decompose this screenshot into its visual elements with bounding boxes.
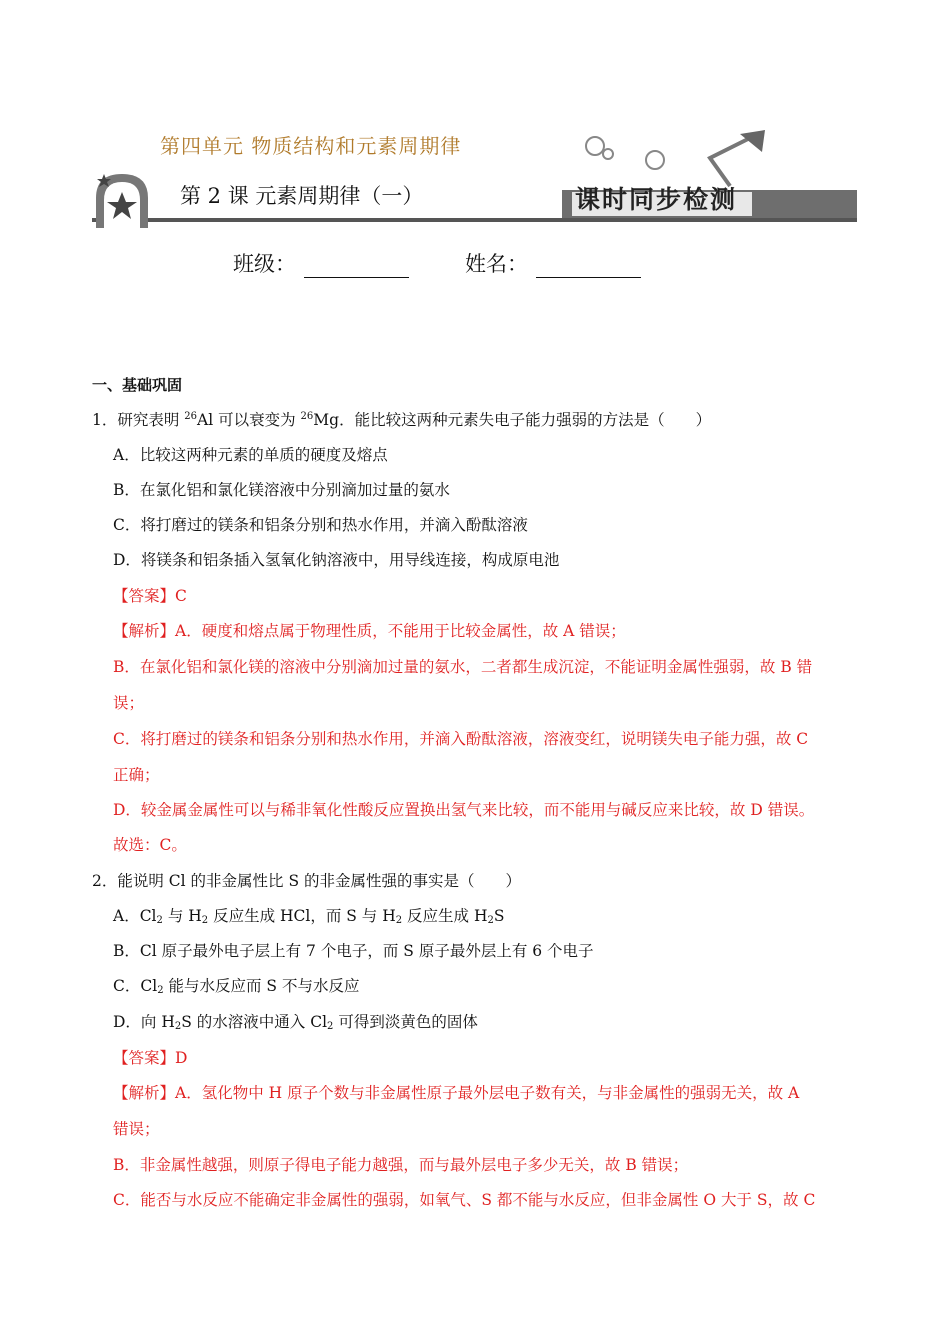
name-field xyxy=(465,248,641,278)
q2-option-b: B．Cl 原子最外电子层上有 7 个电子，而 S 原子最外层上有 6 个电子 xyxy=(113,942,594,960)
name-blank[interactable] xyxy=(536,257,641,278)
q2-option-c: C．$Cl_2$ 能与水反应而 S 不与水反应 xyxy=(113,977,360,996)
q1-option-a: A．比较这两种元素的单质的硬度及熔点 xyxy=(113,446,388,464)
q2-explanation-line: B．非金属性越强，则原子得电子能力越强，而与最外层电子多少无关，故 B 错误； xyxy=(113,1156,689,1174)
name-label: 姓名： xyxy=(465,252,528,276)
q2-option-d: D．向 $H_2S$ 的水溶液中通入 $Cl_2$ 可得到淡黄色的固体 xyxy=(113,1013,478,1032)
unit-title: 第四单元 物质结构和元素周期律 xyxy=(160,134,462,158)
q2-explanation-line: C．能否与水反应不能确定非金属性的强弱，如氧气、S 都不能与水反应，但非金属性 O 大于 S，故 C xyxy=(113,1191,816,1209)
q1-answer: 【答案】C xyxy=(113,587,187,605)
q1-option-c: C．将打磨过的镁条和铝条分别和热水作用，并滴入酚酞溶液 xyxy=(113,516,528,534)
question-2-stem: 2．能说明 Cl 的非金属性比 S 的非金属性强的事实是（ ） xyxy=(92,872,522,890)
q1-option-d: D．将镁条和铝条插入氢氧化钠溶液中，用导线连接，构成原电池 xyxy=(113,551,560,569)
q1-explanation-line: C．将打磨过的镁条和铝条分别和热水作用，并滴入酚酞溶液，溶液变红，说明镁失电子能力强，故 C xyxy=(113,730,809,748)
class-label: 班级： xyxy=(233,252,296,276)
sync-test-stamp: 课时同步检测 xyxy=(575,185,738,214)
lesson-title: 第 2 课 元素周期律（一） xyxy=(180,184,424,208)
q1-explanation-line: 故选：C。 xyxy=(113,836,187,854)
q1-explanation-line: 正确； xyxy=(113,766,160,784)
class-blank[interactable] xyxy=(304,257,409,278)
section-title: 一、基础巩固 xyxy=(92,376,183,394)
q2-explanation-line: 【解析】A．氢化物中 H 原子个数与非金属性原子最外层电子数有关，与非金属性的强弱无关，故 A xyxy=(113,1084,800,1102)
q2-option-a: A．$Cl_2$ 与 $H_2$ 反应生成 HCl，而 S 与 $H_2$ 反应生成 $H_2S$ xyxy=(113,907,505,926)
q1-explanation-line: B．在氯化铝和氯化镁的溶液中分别滴加过量的氨水，二者都生成沉淀，不能证明金属性强弱，故 B 错 xyxy=(113,658,813,676)
q1-explanation-line: 误； xyxy=(113,694,145,712)
star-badge-icon xyxy=(92,168,152,230)
lamp-icon xyxy=(580,128,780,188)
question-1-stem: 1．研究表明 $^{26}$Al 可以衰变为 $^{26}$Mg．能比较这两种元素失电子能力强弱的方法是（ ） xyxy=(92,411,712,429)
q1-explanation-line: 【解析】A．硬度和熔点属于物理性质，不能用于比较金属性，故 A 错误； xyxy=(113,622,626,640)
q1-explanation-line: D．较金属金属性可以与稀非氧化性酸反应置换出氢气来比较，而不能用与碱反应来比较，故 D 错误。 xyxy=(113,801,815,819)
q1-option-b: B．在氯化铝和氯化镁溶液中分别滴加过量的氨水 xyxy=(113,481,450,499)
q2-explanation-line: 错误； xyxy=(113,1120,160,1138)
q2-answer: 【答案】D xyxy=(113,1049,188,1067)
class-field xyxy=(233,248,409,278)
